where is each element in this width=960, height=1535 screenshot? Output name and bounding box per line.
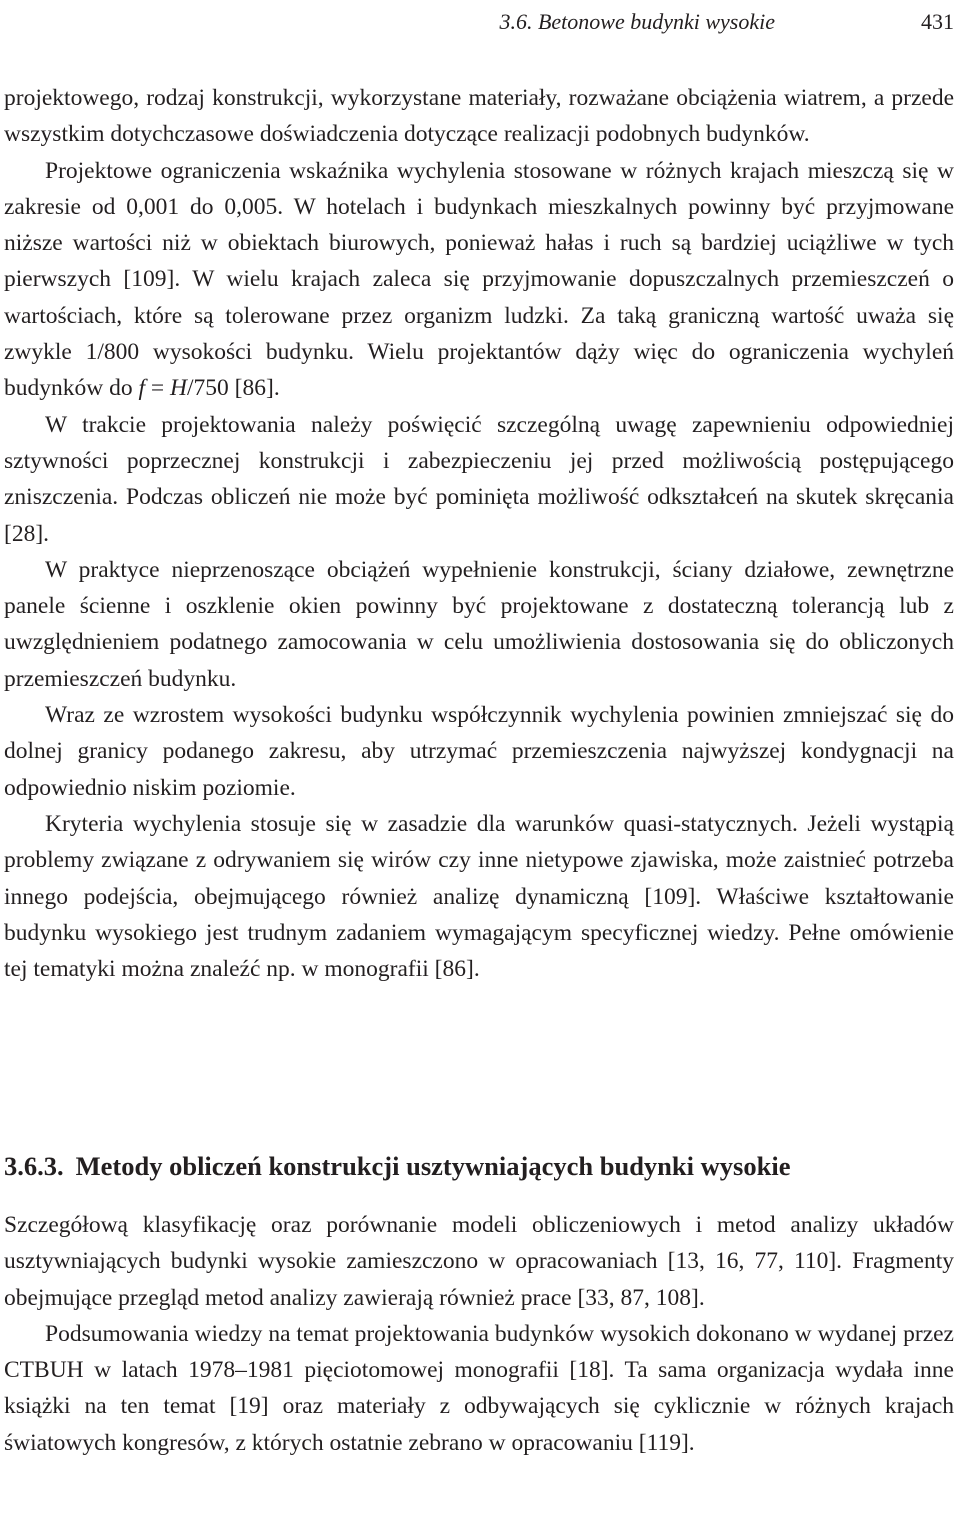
body-text-upper — [4, 80, 954, 987]
formula-variable-h: H — [170, 375, 188, 402]
section-heading — [4, 1146, 960, 1186]
formula-divisor: /750 — [187, 375, 229, 402]
paragraph-criteria: Kryteria wychylenia stosuje się w zasadzie dla warunków quasi-statycznych. Jeżeli wystąpią problemy związane z odrywaniem się wirów czy inne nietypowe zjawiska, może zaistnieć potrzeba innego podejścia, obejmującego również analizę dynamiczną [109]. Właściwe kształtowanie budynku wysokiego jest trudnym zadaniem wymagającym specyficznej wiedzy. Pełne omówienie tej tematyki można znaleźć np. w monografii [86]. — [4, 810, 954, 983]
section-number: 3.6.3. — [4, 1151, 64, 1181]
running-head — [4, 0, 954, 34]
paragraph-ctbuh: Podsumowania wiedzy na temat projektowania budynków wysokich dokonano w wydanej przez CTBUH w latach 1978–1981 pięciotomowej monografii [18]. Ta sama organizacja wydała inne książki na ten temat [19] oraz materiały z odbywających się cyklicznie w różnych krajach światowych kongresów, z których ostatnie zebrano w opracowaniu [119]. — [4, 1320, 954, 1456]
formula-variable-f: f — [138, 375, 146, 402]
paragraph-classification: Szczegółową klasyfikację oraz porównanie modeli obliczeniowych i metod analizy układów usztywniających budynki wysokie zamieszczono w opracowaniach [13, 16, 77, 110]. Fragmenty obejmujące przegląd metod analizy zawierają również prace [33, 87, 108]. — [4, 1212, 954, 1311]
paragraph-text-end: [86]. — [228, 375, 280, 402]
body-text-lower — [4, 1207, 954, 1461]
paragraph-stiffness: W trakcie projektowania należy poświęcić szczególną uwagę zapewnieniu odpowiedniej sztywności poprzecznej konstrukcji i zabezpieczeniu jej przed możliwością postępującego zniszczenia. Podczas obliczeń nie może być pominięta możliwość odkształceń na skutek skręcania [28]. — [4, 411, 954, 547]
paragraph-text: Projektowe ograniczenia wskaźnika wychylenia stosowane w różnych krajach mieszczą się w zakresie od 0,001 do 0,005. W hotelach i budynkach mieszkalnych powinny być przyjmowane niższe wartości niż w obiektach biurowych, ponieważ hałas i ruch są bardziej uciążliwe w tych pierwszych [109]. W wielu krajach zaleca się przyjmowanie dopuszczalnych przemieszczeń o wartościach, które są tolerowane przez organizm ludzki. Za taką graniczną wartość uważa się zwykle 1/800 wysokości budynku. Wielu projektantów dąży więc do ograniczenia wychyleń budynków do — [4, 157, 954, 402]
paragraph-nonstructural: W praktyce nieprzenoszące obciążeń wypełnienie konstrukcji, ściany działowe, zewnętrzne panele ścienne i oszklenie okien powinny być projektowane z dostateczną tolerancją lub z uwzględnieniem podatnego zamocowania w celu umożliwienia dostosowania się do obliczonych przemieszczeń budynku. — [4, 556, 954, 692]
section-title: Metody obliczeń konstrukcji usztywniających budynki wysokie — [75, 1151, 791, 1181]
formula-equals: = — [145, 375, 171, 402]
page-number: 431 — [921, 9, 954, 34]
paragraph-deflection-limits — [4, 153, 954, 407]
paragraph-continued: projektowego, rodzaj konstrukcji, wykorzystane materiały, rozważane obciążenia wiatrem, a przede wszystkim dotychczasowe doświadczenia dotyczące realizacji podobnych budynków. — [4, 85, 954, 148]
document-page — [4, 0, 954, 1456]
running-head-title: 3.6. Betonowe budynki wysokie — [499, 9, 775, 34]
paragraph-height-factor: Wraz ze wzrostem wysokości budynku współczynnik wychylenia powinien zmniejszać się do dolnej granicy podanego zakresu, aby utrzymać przemieszczenia najwyższej kondygnacji na odpowiednio niskim poziomie. — [4, 702, 954, 801]
